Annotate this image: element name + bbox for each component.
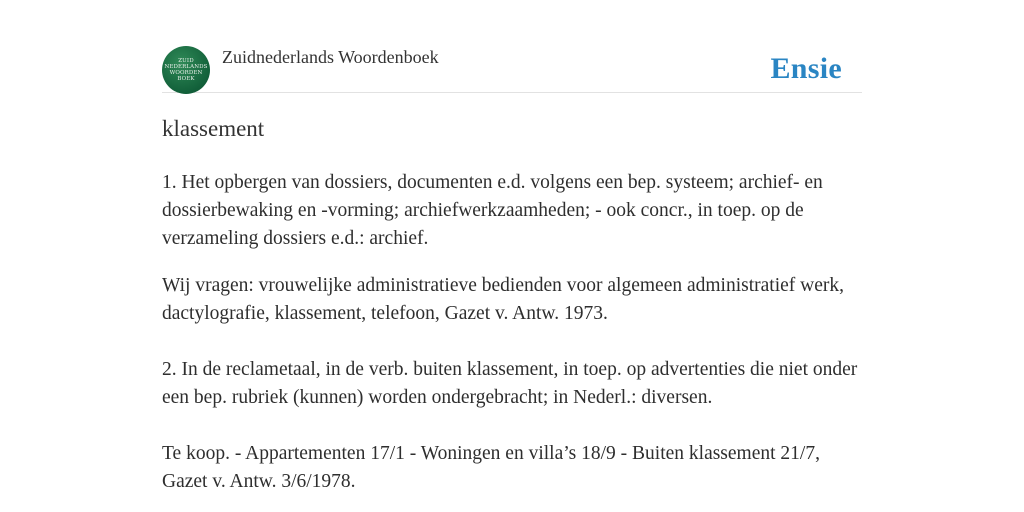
logo-text-line: NEDERLANDS [164,64,208,70]
example-paragraph: Te koop. - Appartementen 17/1 - Woningen en villa’s 18/9 - Buiten klassement 21/7, Gazet v. Antw. 3/6/1978. [162,443,820,492]
entry-headword: klassement [162,116,265,141]
logo-text-line: WOORDEN [169,70,203,76]
definition-paragraph: 2. In de reclametaal, in de verb. buiten klassement, in toep. op advertenties die niet onder een bep. rubriek (kunnen) worden ondergebracht; in Nederl.: diversen. [162,359,858,408]
example-paragraph: Wij vragen: vrouwelijke administratieve bedienden voor algemeen administratief werk, dactylografie, klassement, telefoon, Gazet v. Antw. 1973. [162,275,845,324]
logo-text-line: ZUID [178,58,194,64]
brand-logo[interactable]: Ensie [770,52,842,85]
dictionary-name[interactable]: Zuidnederlands Woordenboek [222,47,439,67]
logo-text-line: BOEK [177,76,195,82]
site-header [162,44,862,93]
definition-paragraph: 1. Het opbergen van dossiers, documenten e.d. volgens een bep. systeem; archief- en dossierbewaking en -vorming; archiefwerkzaamheden; - ook concr., in toep. op de verzameling dossiers e.d.: archief. [162,172,823,249]
entry-content [162,169,862,496]
dictionary-logo[interactable] [162,46,210,94]
